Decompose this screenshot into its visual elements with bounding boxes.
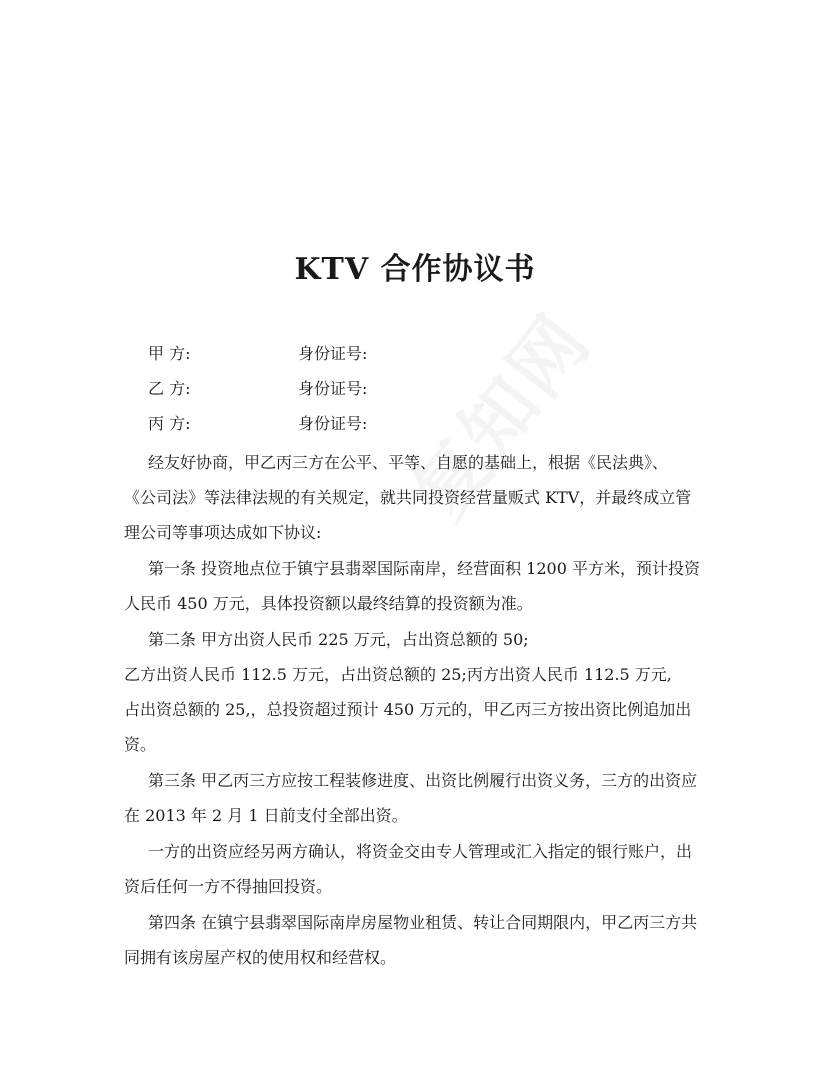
article-2-line: 占出资总额的 25,，总投资超过预计 450 万元的，甲乙丙三方按出资比例追加出 <box>124 700 692 719</box>
article-2-line: 乙方出资人民币 112.5 万元，占出资总额的 25;丙方出资人民币 112.5 万元, <box>124 665 672 684</box>
id-number-label: 身份证号: <box>298 414 368 433</box>
article-1-line: 第一条 投资地点位于镇宁县翡翠国际南岸，经营面积 1200 平方米，预计投资 <box>148 559 700 578</box>
article-1-line: 人民币 450 万元，具体投资额以最终结算的投资额为准。 <box>124 594 533 613</box>
party-row-yi <box>148 377 367 401</box>
article-2-line: 第二条 甲方出资人民币 225 万元，占出资总额的 50; <box>148 630 529 649</box>
article-3-line: 第三条 甲乙丙三方应按工程装修进度、出资比例履行出资义务，三方的出资应 <box>148 771 698 790</box>
article-4-line: 第四条 在镇宁县翡翠国际南岸房屋物业租赁、转让合同期限内，甲乙丙三方共 <box>148 913 698 932</box>
body-line: 经友好协商，甲乙丙三方在公平、平等、自愿的基础上，根据《民法典》、 <box>148 453 669 472</box>
body-line: 一方的出资应经另两方确认，将资金交由专人管理或汇入指定的银行账户，出 <box>148 842 693 861</box>
document-title: KTV 合作协议书 <box>294 252 536 287</box>
article-4-line: 同拥有该房屋产权的使用权和经营权。 <box>124 948 397 967</box>
id-number-label: 身份证号: <box>298 379 368 398</box>
article-3-line: 在 2013 年 2 月 1 日前支付全部出资。 <box>124 806 408 825</box>
party-row-bing <box>148 412 367 436</box>
id-number-label: 身份证号: <box>298 344 368 363</box>
party-label: 甲 方: <box>148 344 191 363</box>
body-line: 理公司等事项达成如下协议: <box>124 523 322 542</box>
body-line: 资后任何一方不得抽回投资。 <box>124 877 333 896</box>
party-label: 丙 方: <box>148 414 191 433</box>
body-line: 《公司法》等法律法规的有关规定，就共同投资经营量贩式 KTV，并最终成立管 <box>124 488 692 507</box>
party-row-jia <box>148 342 367 366</box>
party-label: 乙 方: <box>148 379 191 398</box>
article-2-line: 资。 <box>124 735 157 754</box>
